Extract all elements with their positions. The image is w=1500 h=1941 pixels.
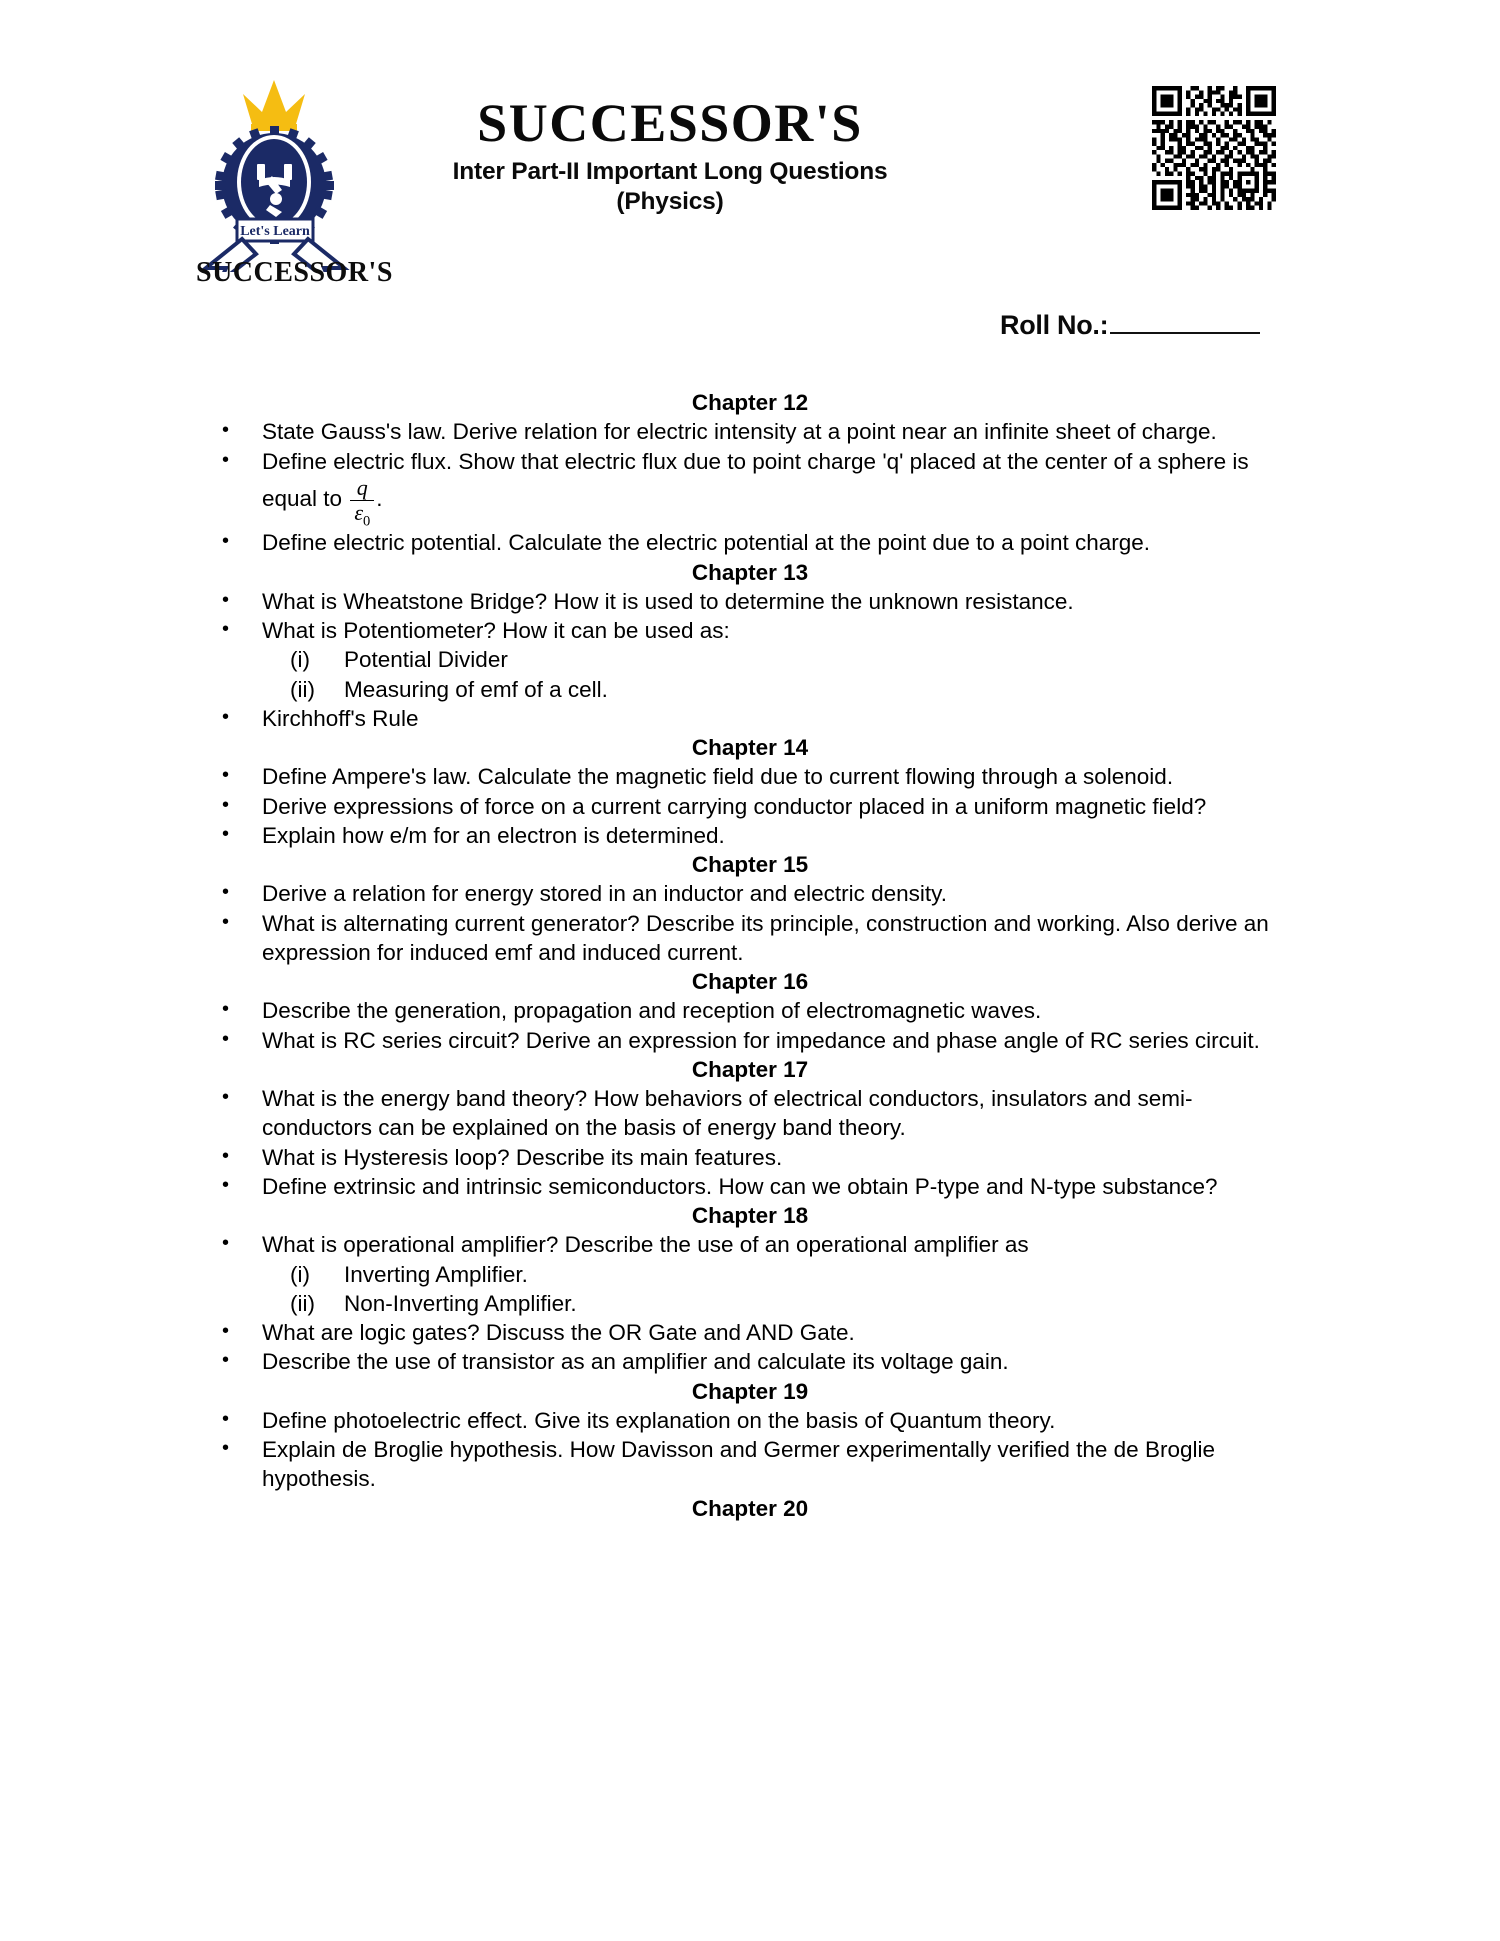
sub-item-list [262,645,1290,704]
chapter-heading: Chapter 19 [691,1378,809,1404]
question-text: State Gauss's law. Derive relation for electric intensity at a point near an infinite sheet of charge. [262,419,1217,445]
qr-code[interactable] [1152,86,1276,210]
question-text: What is the energy band theory? How behaviors of electrical conductors, insulators and semi-conductors can be explained on the basis of energy band theory. [262,1086,1193,1141]
question-item [200,704,1290,733]
sub-item-marker: (ii) [290,1290,315,1316]
question-text: Explain how e/m for an electron is determined. [262,822,725,848]
question-text: Define electric flux. Show that electric flux due to point charge 'q' placed at the center of a sphere is equal to [262,448,1249,511]
page-subtitle: Inter Part-II Important Long Questions [452,157,888,185]
sub-item [262,675,1290,704]
question-list [0,1084,1500,1201]
lets-learn-banner [237,219,313,241]
sub-item [262,1289,1290,1318]
page-title: SUCCESSOR'S [477,93,863,153]
question-item [200,1406,1290,1435]
question-item [200,909,1290,968]
sub-item [262,1260,1290,1289]
question-text: What is operational amplifier? Describe the use of an operational amplifier as [262,1232,1029,1258]
question-list [0,587,1500,733]
question-text: What are logic gates? Discuss the OR Gate and AND Gate. [262,1320,855,1346]
chapter-heading: Chapter 14 [691,735,809,761]
question-item [200,996,1290,1025]
sub-item-text: Measuring of emf of a cell. [344,676,608,702]
question-item [200,1435,1290,1494]
question-item [200,762,1290,791]
question-text: What is Wheatstone Bridge? How it is used to determine the unknown resistance. [262,588,1074,614]
sub-item-marker: (i) [290,647,310,673]
question-text: Kirchhoff's Rule [262,705,419,731]
roll-no-label: Roll No.: [1000,310,1109,340]
sub-item-list [262,1260,1290,1319]
fraction-numerator: q [356,474,368,500]
lets-learn-text: Let's Learn [240,224,310,239]
question-text: Define Ampere's law. Calculate the magnetic field due to current flowing through a solenoid. [262,764,1174,790]
fraction-denominator: $\varepsilon_0$ [350,500,374,529]
question-text: What is Hysteresis loop? Describe its main features. [262,1144,783,1170]
question-text: What is alternating current generator? Describe its principle, construction and working. Also derive an expression for induced emf and induced current. [262,910,1269,965]
sub-item-marker: (i) [290,1261,310,1287]
question-item [200,1143,1290,1172]
chapter-heading: Chapter 15 [691,852,809,878]
crown-icon [243,80,305,131]
question-item [200,587,1290,616]
successors-logo [196,72,393,297]
sub-item-text: Potential Divider [344,647,508,673]
roll-no-field[interactable] [1000,310,1260,341]
sub-item-text: Non-Inverting Amplifier. [344,1290,577,1316]
question-list [0,1230,1500,1376]
question-item [200,1084,1290,1143]
document-header [0,0,1500,340]
question-item [200,1318,1290,1347]
question-text: Derive expressions of force on a current carrying conductor placed in a uniform magnetic field? [262,793,1207,819]
chapter-heading: Chapter 16 [691,969,809,995]
question-item [200,879,1290,908]
question-item [200,1172,1290,1201]
question-text: Explain de Broglie hypothesis. How Davisson and Germer experimentally verified the de Broglie hypothesis. [262,1437,1215,1492]
chapter-heading: Chapter 12 [691,390,809,415]
question-list [0,879,1500,967]
chapter-heading: Chapter 18 [691,1203,809,1229]
chapter-heading: Chapter 13 [691,559,809,585]
math-fraction [350,474,374,530]
question-text: What is RC series circuit? Derive an expression for impedance and phase angle of RC series circuit. [262,1027,1260,1053]
question-list [0,1406,1500,1494]
title-block [400,95,940,216]
question-item [200,1026,1290,1055]
logo-badge-graphic [196,72,376,272]
sub-item-text: Inverting Amplifier. [344,1261,528,1287]
chapter-heading: Chapter 17 [691,1056,809,1082]
question-text: Describe the generation, propagation and reception of electromagnetic waves. [262,998,1042,1024]
question-list [0,762,1500,850]
question-item [200,417,1290,446]
question-item [200,792,1290,821]
question-item [200,1347,1290,1376]
question-item [200,616,1290,704]
qr-code-icon [1152,86,1276,210]
question-text: Define extrinsic and intrinsic semiconductors. How can we obtain P-type and N-type substance? [262,1173,1218,1199]
question-item [200,447,1290,529]
sub-item [262,645,1290,674]
question-item [200,1230,1290,1318]
question-text: Define photoelectric effect. Give its explanation on the basis of Quantum theory. [262,1407,1056,1433]
question-item [200,528,1290,557]
logo-wordmark: SUCCESSOR'S [196,257,393,288]
sub-item-marker: (ii) [290,676,315,702]
question-text: What is Potentiometer? How it can be used as: [262,618,730,644]
question-text: Derive a relation for energy stored in an inductor and electric density. [262,881,947,907]
questions-content [0,388,1500,1523]
question-list [0,417,1500,557]
roll-no-blank-line[interactable] [1110,332,1260,334]
question-text: Define electric potential. Calculate the electric potential at the point due to a point charge. [262,530,1151,556]
question-item [200,821,1290,850]
page-subject: (Physics) [616,187,724,215]
question-text-tail: . [376,485,383,511]
question-text: Describe the use of transistor as an amplifier and calculate its voltage gain. [262,1349,1009,1375]
question-list [0,996,1500,1055]
chapter-heading: Chapter 20 [691,1495,809,1521]
